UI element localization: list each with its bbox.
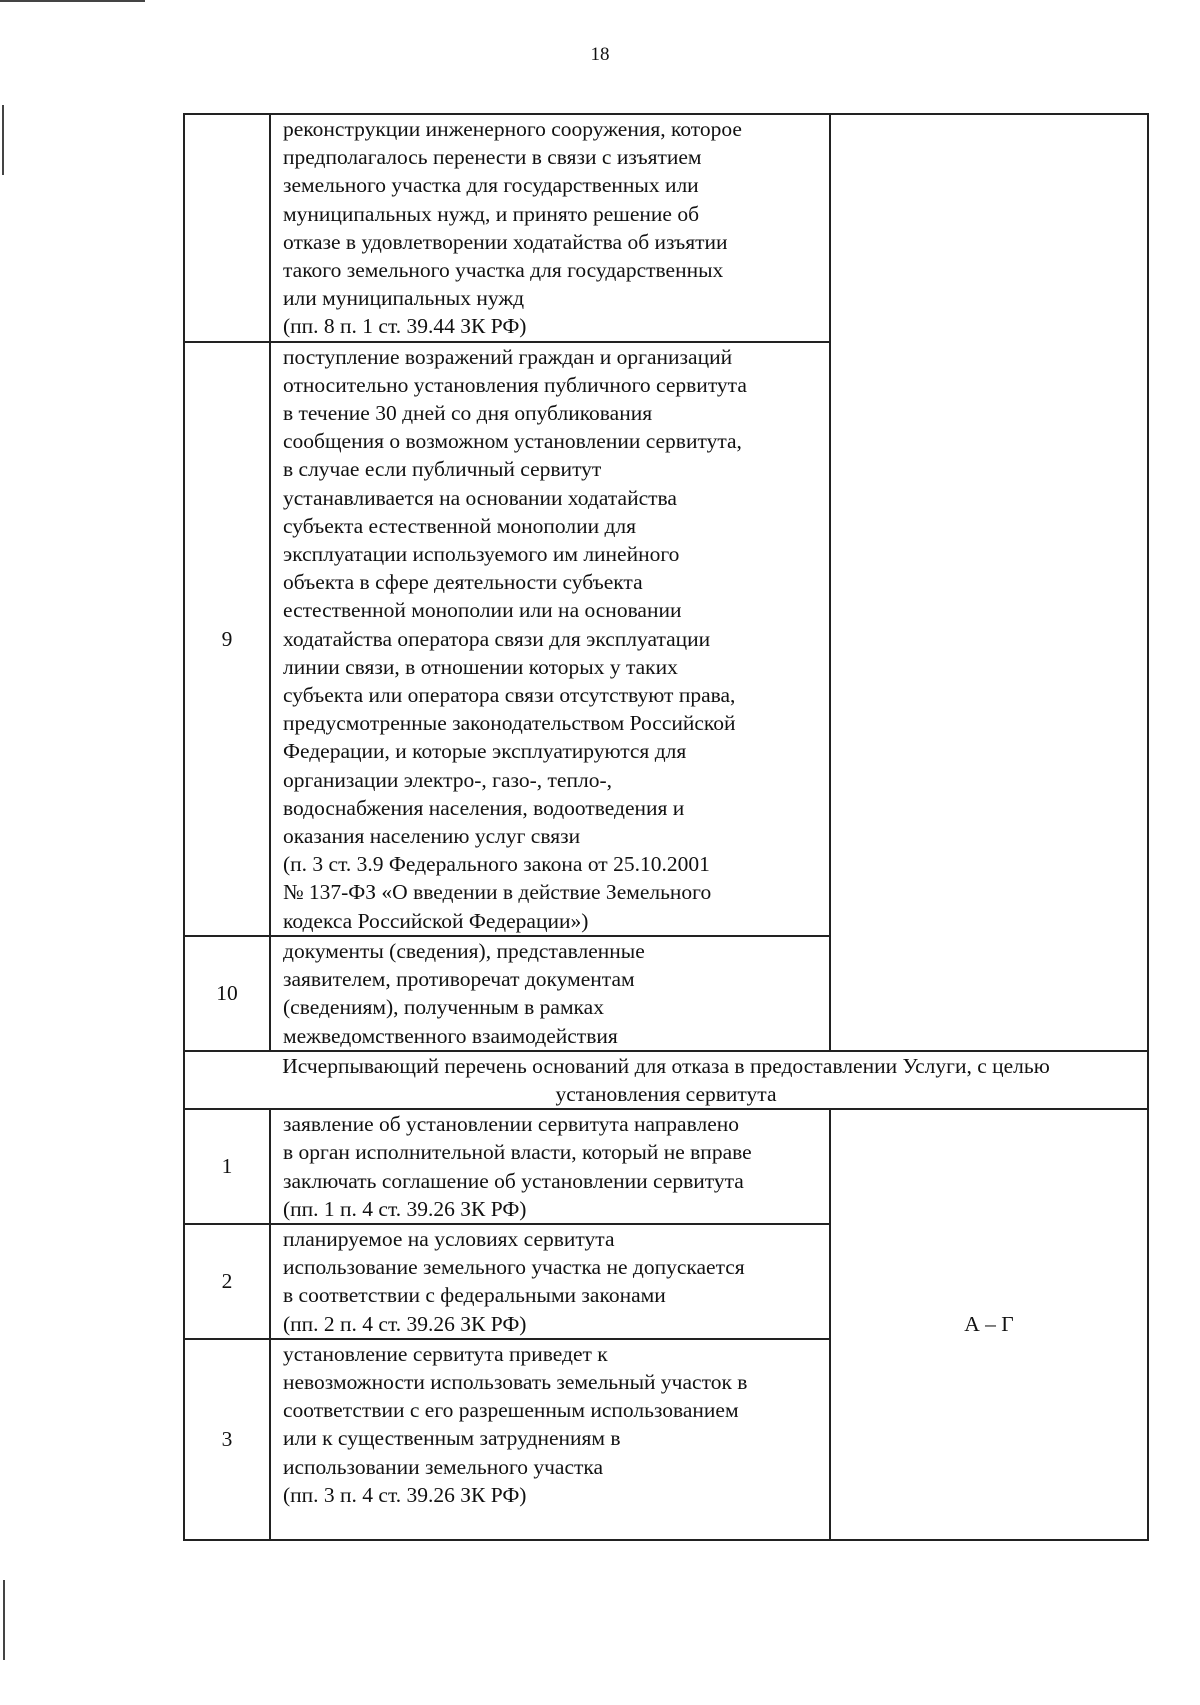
- result-value: А – Г: [964, 1312, 1014, 1337]
- row-text-line: предусмотренные законодательством Российской: [283, 711, 736, 736]
- table-row: [184, 1109, 1148, 1224]
- row-text-line: (пп. 2 п. 4 ст. 39.26 ЗК РФ): [283, 1311, 527, 1336]
- row-text-line: поступление возражений граждан и организаций: [283, 344, 733, 369]
- row-text-line: оказания населению услуг связи: [283, 824, 581, 849]
- row-text-line: документы (сведения), представленные: [283, 938, 645, 963]
- row-text-line: эксплуатации используемого им линейного: [283, 542, 680, 567]
- table-row: [184, 114, 1148, 342]
- row-number: 10: [216, 981, 238, 1006]
- row-text-cell: [270, 936, 830, 1051]
- scan-edge-line: [2, 105, 4, 175]
- row-text-cell: [270, 1109, 830, 1224]
- row-text-line: в течение 30 дней со дня опубликования: [283, 401, 653, 426]
- row-text-line: заключать соглашение об установлении сервитута: [283, 1168, 744, 1193]
- row-text-line: устанавливается на основании ходатайства: [283, 485, 677, 510]
- row-text-line: (п. 3 ст. 3.9 Федерального закона от 25.10.2001: [283, 852, 710, 877]
- row-text-line: ходатайства оператора связи для эксплуатации: [283, 626, 711, 651]
- scan-edge-line: [0, 0, 145, 2]
- row-text-cell: [270, 114, 830, 342]
- row-text-line: планируемое на условиях сервитута: [283, 1226, 615, 1251]
- row-text-line: субъекта естественной монополии для: [283, 513, 637, 538]
- page-number: 18: [590, 44, 610, 65]
- row-text-line: сообщения о возможном установлении сервитута,: [283, 429, 742, 454]
- row-text-line: в орган исполнительной власти, который не вправе: [283, 1140, 752, 1165]
- row-text-line: относительно установления публичного сервитута: [283, 372, 747, 397]
- row-text-line: № 137-ФЗ «О введении в действие Земельного: [283, 880, 712, 905]
- row-text-line: межведомственного взаимодействия: [283, 1023, 618, 1048]
- row-text-line: использовании земельного участка: [283, 1454, 604, 1479]
- section-header-line: установления сервитута: [555, 1081, 777, 1106]
- row-text-line: муниципальных нужд, и принято решение об: [283, 201, 700, 226]
- row-text-line: в соответствии с федеральными законами: [283, 1283, 666, 1308]
- row-text-line: (пп. 1 п. 4 ст. 39.26 ЗК РФ): [283, 1196, 527, 1221]
- row-text-line: соответствии с его разрешенным использованием: [283, 1398, 739, 1423]
- grounds-table: [183, 113, 1149, 1541]
- row-text-line: земельного участка для государственных или: [283, 173, 699, 198]
- section-header-row: [184, 1051, 1148, 1109]
- row-text-line: кодекса Российской Федерации»): [283, 908, 589, 933]
- row-text-cell: [270, 1224, 830, 1339]
- row-text-line: использование земельного участка не допускается: [283, 1255, 745, 1280]
- row-number-cell: [184, 1109, 270, 1224]
- row-text-line: такого земельного участка для государственных: [283, 258, 724, 283]
- row-text-cell: [270, 1339, 830, 1540]
- section-header: [184, 1051, 1148, 1109]
- row-number: 3: [221, 1427, 233, 1452]
- row-number: 2: [221, 1269, 233, 1294]
- row-text-line: объекта в сфере деятельности субъекта: [283, 570, 643, 595]
- row-number-cell: [184, 1339, 270, 1540]
- row-text-line: естественной монополии или на основании: [283, 598, 682, 623]
- scan-edge-line: [3, 1580, 5, 1660]
- row-number-cell: [184, 1224, 270, 1339]
- row-text-line: или к существенным затруднениям в: [283, 1426, 621, 1451]
- result-cell: [830, 114, 1148, 1051]
- row-text-cell: [270, 342, 830, 936]
- row-number: 9: [221, 626, 233, 651]
- row-text-line: реконструкции инженерного сооружения, которое: [283, 117, 742, 141]
- row-text-line: линии связи, в отношении которых у таких: [283, 654, 678, 679]
- row-text-line: отказе в удовлетворении ходатайства об изъятии: [283, 229, 728, 254]
- row-text-line: водоснабжения населения, водоотведения и: [283, 795, 685, 820]
- row-number-cell: [184, 936, 270, 1051]
- row-text-line: заявителем, противоречат документам: [283, 967, 635, 992]
- section-header-line: Исчерпывающий перечень оснований для отказа в предоставлении Услуги, с целью: [282, 1053, 1050, 1078]
- row-text-line: в случае если публичный сервитут: [283, 457, 602, 482]
- row-text-line: организации электро-, газо-, тепло-,: [283, 767, 612, 792]
- row-text-line: (пп. 8 п. 1 ст. 39.44 ЗК РФ): [283, 314, 527, 339]
- result-cell: [830, 1109, 1148, 1540]
- row-text-line: Федерации, и которые эксплуатируются для: [283, 739, 687, 764]
- row-text-line: предполагалось перенести в связи с изъятием: [283, 145, 702, 170]
- row-text-line: (сведениям), полученным в рамках: [283, 995, 604, 1020]
- row-text-line: заявление об установлении сервитута направлено: [283, 1112, 739, 1137]
- row-number-cell: [184, 114, 270, 342]
- row-text-line: (пп. 3 п. 4 ст. 39.26 ЗК РФ): [283, 1482, 527, 1507]
- row-number-cell: [184, 342, 270, 936]
- row-number: 1: [221, 1154, 233, 1179]
- row-text-line: субъекта или оператора связи отсутствуют права,: [283, 683, 736, 708]
- row-text-line: установление сервитута приведет к: [283, 1341, 608, 1366]
- row-text-line: или муниципальных нужд: [283, 286, 525, 311]
- row-text-line: невозможности использовать земельный участок в: [283, 1369, 748, 1394]
